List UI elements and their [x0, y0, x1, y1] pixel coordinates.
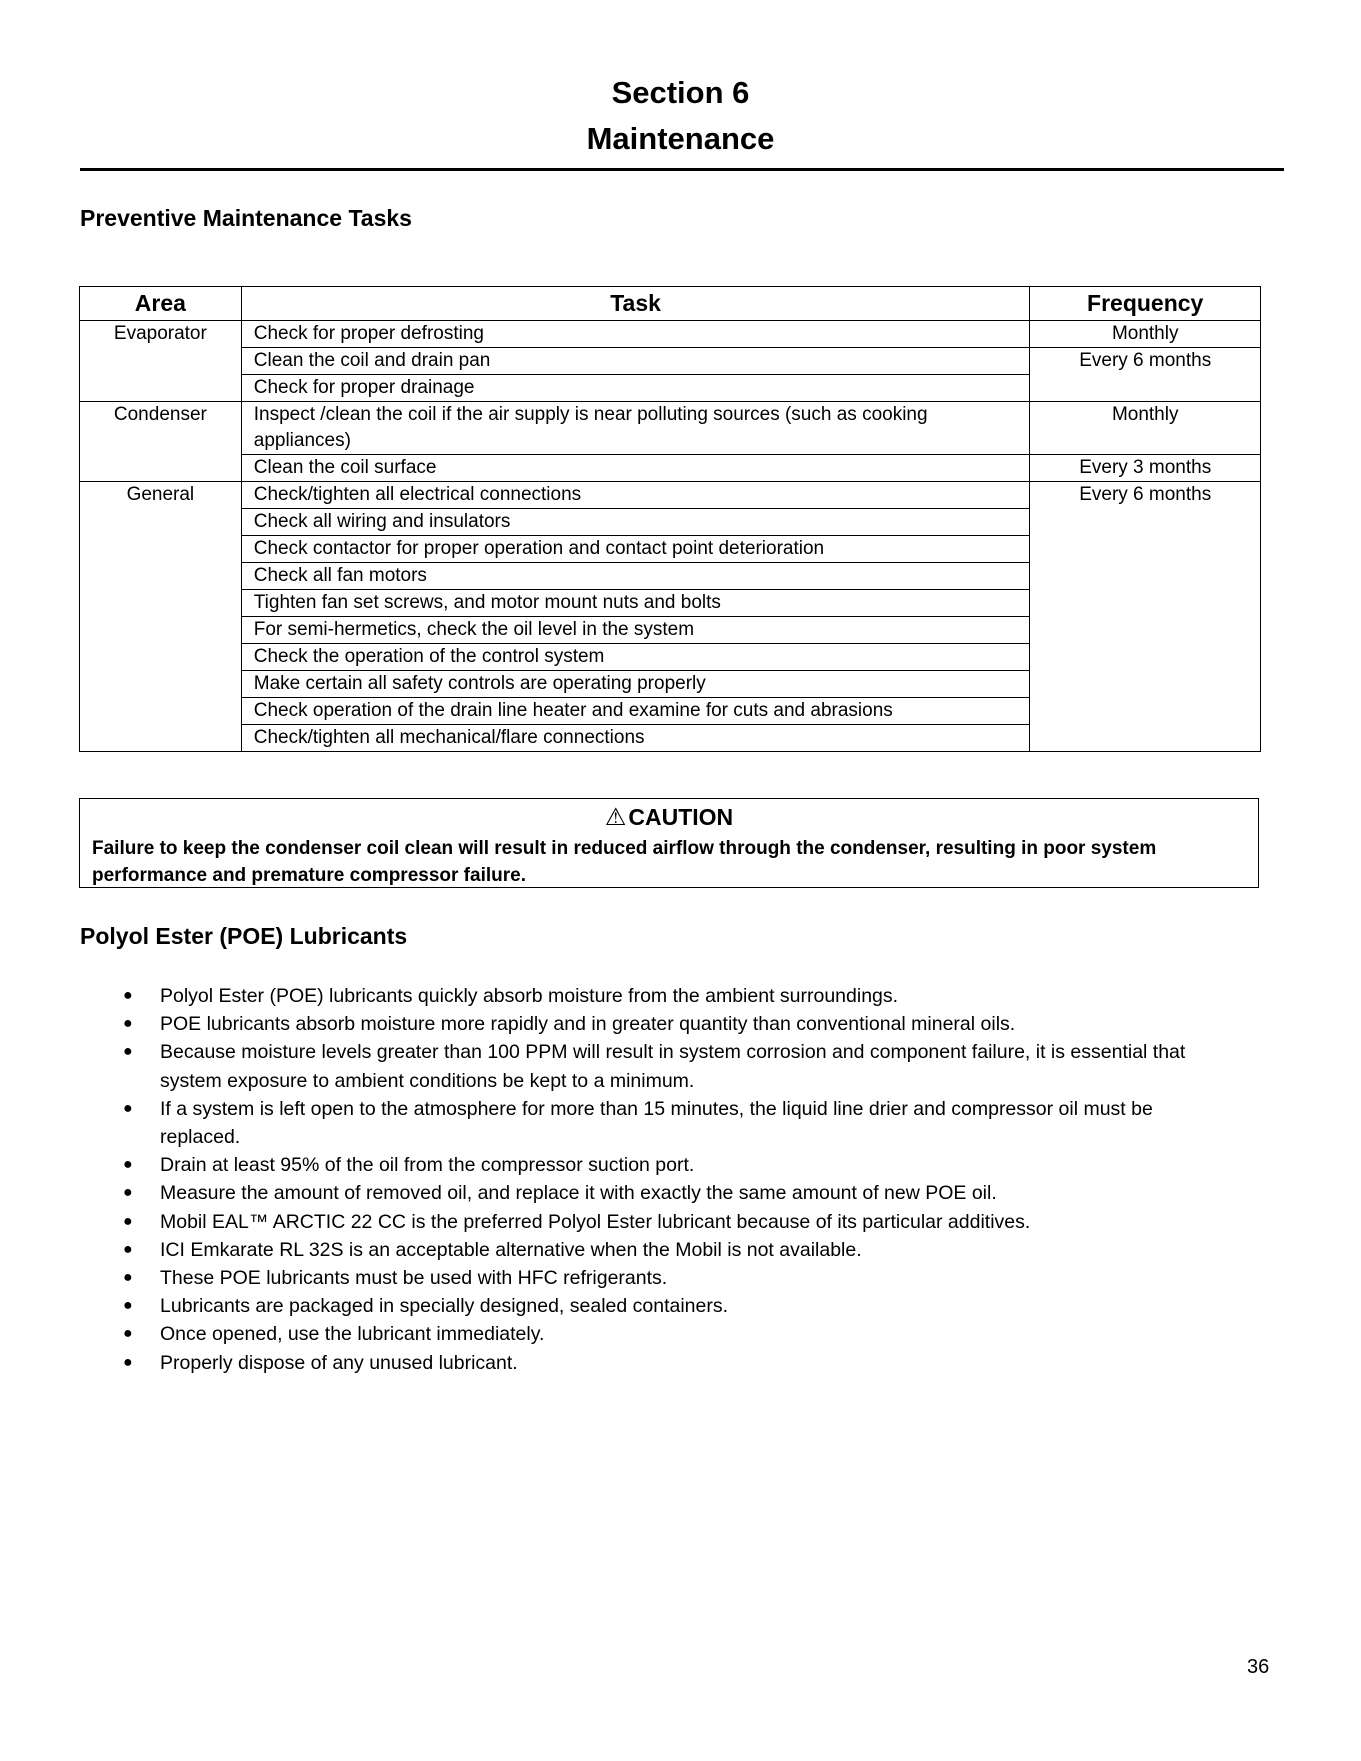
task-cell: Check the operation of the control system: [241, 644, 1030, 671]
task-cell: Clean the coil surface: [241, 455, 1030, 482]
list-item-text: Drain at least 95% of the oil from the compressor suction port.: [160, 1154, 695, 1177]
frequency-cell: Monthly: [1030, 402, 1261, 455]
bullet-icon: ●: [123, 1043, 133, 1061]
task-cell: Check all wiring and insulators: [241, 509, 1030, 536]
table-row: [80, 455, 1261, 482]
list-item: [80, 1095, 1230, 1151]
list-item-text: Properly dispose of any unused lubricant.: [160, 1351, 518, 1374]
caution-box: [79, 798, 1259, 888]
caution-header: [80, 803, 1258, 832]
caution-text: Failure to keep the condenser coil clean will result in reduced airflow through the condenser, resulting in poor system performance and premature compressor failure.: [92, 838, 1157, 886]
area-cell: General: [80, 482, 242, 752]
list-item: [80, 1038, 1230, 1094]
table-row: [80, 321, 1261, 348]
frequency-cell: Every 3 months: [1030, 455, 1261, 482]
table-row: [80, 402, 1261, 455]
list-item-text: If a system is left open to the atmosphere for more than 15 minutes, the liquid line drier and compressor oil must be replaced.: [160, 1097, 1153, 1149]
bullet-icon: ●: [123, 1015, 133, 1033]
poe-bullet-list: [80, 982, 1230, 1377]
poe-heading: Polyol Ester (POE) Lubricants: [80, 923, 408, 949]
section-title: Maintenance: [586, 121, 775, 156]
list-item: [80, 982, 1230, 1010]
maintenance-table: [79, 286, 1261, 752]
list-item-text: Polyol Ester (POE) lubricants quickly absorb moisture from the ambient surroundings.: [160, 985, 899, 1007]
list-item: [80, 1264, 1230, 1292]
frequency-cell: Every 6 months: [1030, 348, 1261, 402]
list-item-text: Measure the amount of removed oil, and replace it with exactly the same amount of new POE oil.: [160, 1182, 997, 1205]
list-item: [80, 1320, 1230, 1348]
bullet-icon: ●: [123, 1353, 133, 1371]
task-cell: Check contactor for proper operation and contact point deterioration: [241, 536, 1030, 563]
area-cell: Condenser: [80, 402, 242, 482]
caution-label: CAUTION: [628, 804, 734, 830]
task-cell: For semi-hermetics, check the oil level in the system: [241, 617, 1030, 644]
list-item-text: POE lubricants absorb moisture more rapidly and in greater quantity than conventional mineral oils.: [160, 1013, 1016, 1036]
bullet-icon: ●: [123, 1099, 133, 1117]
bullet-icon: ●: [123, 1297, 133, 1315]
bullet-icon: ●: [123, 1240, 133, 1258]
task-cell: Inspect /clean the coil if the air supply is near polluting sources (such as cooking appliances): [241, 402, 1030, 455]
task-cell: Check for proper drainage: [241, 375, 1030, 402]
list-item: [80, 1208, 1230, 1236]
list-item-text: Because moisture levels greater than 100 PPM will result in system corrosion and component failure, it is essential that system exposure to ambient conditions be kept to a minimum.: [160, 1041, 1186, 1092]
task-cell: Check operation of the drain line heater and examine for cuts and abrasions: [241, 698, 1030, 725]
list-item: [80, 1179, 1230, 1207]
preventive-heading: Preventive Maintenance Tasks: [80, 205, 412, 231]
table-header-row: [80, 287, 1261, 321]
list-item: [80, 1292, 1230, 1320]
list-item-text: ICI Emkarate RL 32S is an acceptable alternative when the Mobil is not available.: [160, 1238, 862, 1261]
bullet-icon: ●: [123, 1184, 133, 1202]
bullet-icon: ●: [123, 987, 133, 1004]
list-item-text: Once opened, use the lubricant immediately.: [160, 1323, 545, 1346]
list-item: [80, 1010, 1230, 1038]
bullet-icon: ●: [123, 1325, 133, 1343]
column-header-task: Task: [241, 287, 1030, 321]
bullet-icon: ●: [123, 1212, 133, 1230]
task-cell: Check/tighten all mechanical/flare connections: [241, 725, 1030, 752]
task-cell: Tighten fan set screws, and motor mount nuts and bolts: [241, 590, 1030, 617]
list-item-text: Mobil EAL™ ARCTIC 22 CC is the preferred Polyol Ester lubricant because of its particular additives.: [160, 1210, 1031, 1233]
task-cell: Check for proper defrosting: [241, 321, 1030, 348]
list-item-text: Lubricants are packaged in specially designed, sealed containers.: [160, 1295, 729, 1318]
bullet-icon: ●: [123, 1156, 133, 1174]
list-item: [80, 1151, 1230, 1179]
task-cell: Make certain all safety controls are operating properly: [241, 671, 1030, 698]
bullet-icon: ●: [123, 1269, 133, 1287]
area-cell: Evaporator: [80, 321, 242, 402]
page-number: 36: [1247, 1656, 1270, 1678]
table-row: [80, 348, 1261, 375]
task-cell: Clean the coil and drain pan: [241, 348, 1030, 375]
column-header-area: Area: [80, 287, 242, 321]
frequency-cell: Monthly: [1030, 321, 1261, 348]
list-item: [80, 1236, 1230, 1264]
page-title-block: [0, 70, 1361, 162]
title-divider: [80, 168, 1284, 171]
task-cell: Check/tighten all electrical connections: [241, 482, 1030, 509]
table-row: [80, 482, 1261, 509]
list-item: [80, 1349, 1230, 1377]
list-item-text: These POE lubricants must be used with HFC refrigerants.: [160, 1267, 668, 1290]
warning-triangle-icon: ⚠: [604, 804, 627, 831]
section-number: Section 6: [611, 75, 750, 110]
task-cell: Check all fan motors: [241, 563, 1030, 590]
column-header-frequency: Frequency: [1030, 287, 1261, 321]
frequency-cell: Every 6 months: [1030, 482, 1261, 752]
